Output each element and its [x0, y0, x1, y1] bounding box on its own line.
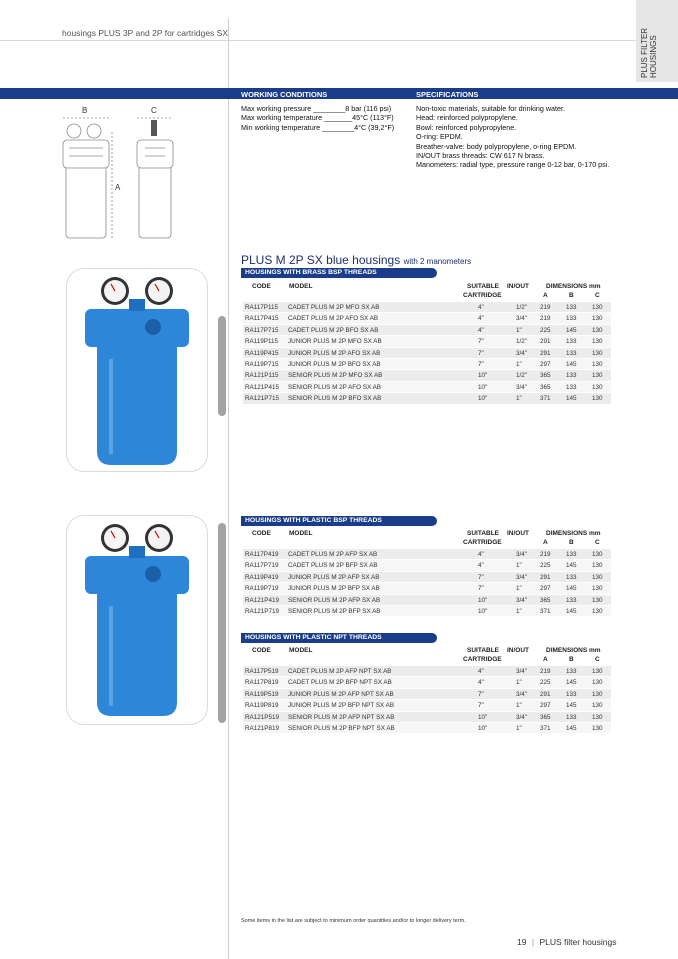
cell-dim-a: 365 [540, 596, 551, 604]
cell-model: JUNIOR PLUS M 2P AFP NPT SX AB [288, 690, 394, 698]
table-row [243, 348, 611, 359]
col-dimensions: DIMENSIONS mm [546, 530, 601, 537]
cell-dim-c: 130 [592, 690, 603, 698]
cell-dim-c: 130 [592, 562, 603, 570]
cell-code: RA121P415 [245, 383, 279, 391]
table-heading: HOUSINGS WITH PLASTIC NPT THREADS [241, 633, 437, 643]
table-row [243, 677, 611, 688]
cell-inout: 1" [516, 607, 522, 615]
cell-dim-b: 133 [566, 372, 577, 380]
blue-housing-image [67, 269, 209, 473]
header-divider [0, 40, 636, 41]
page-footer [517, 937, 616, 947]
cell-dim-b: 145 [566, 395, 577, 403]
cell-dim-c: 130 [592, 315, 603, 323]
cell-model: CADET PLUS M 2P BFO SX AB [288, 326, 379, 334]
cell-dim-b: 145 [566, 724, 577, 732]
column-divider [228, 18, 229, 959]
footnote: Some items in the list are subject to minimum order quantities and/or to longer delivery term. [241, 918, 466, 924]
cell-inout: 1" [516, 360, 522, 368]
cell-cartridge: 10" [478, 395, 488, 403]
table-row [243, 689, 611, 700]
product-table-plastic-npt [243, 666, 611, 734]
cell-dim-c: 130 [592, 607, 603, 615]
cell-dim-c: 130 [592, 668, 603, 675]
section-title [241, 253, 471, 267]
col-inout: IN/OUT [507, 530, 530, 537]
cell-model: SENIOR PLUS M 2P BFO SX AB [288, 395, 382, 403]
cell-dim-a: 371 [540, 607, 551, 615]
cell-model: SENIOR PLUS M 2P BFP SX AB [288, 607, 381, 615]
cell-inout: 1/2" [516, 372, 527, 380]
footer-title: PLUS filter housings [539, 937, 617, 947]
cell-inout: 3/4" [516, 690, 527, 698]
cell-dim-b: 133 [566, 349, 577, 357]
cell-dim-b: 133 [566, 668, 577, 675]
spec-item: O-ring: EPDM. [416, 132, 463, 142]
col-code: CODE [252, 530, 271, 537]
cell-model: SENIOR PLUS M 2P MFO SX AB [288, 372, 383, 380]
spec-item: IN/OUT brass threads: CW 617 N brass. [416, 151, 545, 161]
working-conditions-list [241, 104, 394, 132]
table-row [243, 370, 611, 381]
table-row [243, 549, 611, 560]
cell-inout: 1" [516, 724, 522, 732]
cell-dim-b: 145 [566, 562, 577, 570]
col-b: B [569, 539, 574, 546]
table-row [243, 382, 611, 393]
cell-code: RA121P819 [245, 724, 279, 732]
cell-dim-a: 219 [540, 315, 551, 323]
cell-cartridge: 7" [478, 349, 484, 357]
col-b: B [569, 656, 574, 663]
cell-dim-a: 225 [540, 562, 551, 570]
cell-code: RA117P819 [245, 679, 279, 687]
cell-dim-b: 133 [566, 338, 577, 346]
cell-dim-c: 130 [592, 713, 603, 721]
cell-cartridge: 7" [478, 338, 484, 346]
cell-dim-a: 365 [540, 372, 551, 380]
col-dimensions: DIMENSIONS mm [546, 647, 601, 654]
col-a: A [543, 656, 548, 663]
cell-dim-a: 365 [540, 383, 551, 391]
cell-code: RA121P519 [245, 713, 279, 721]
cell-dim-b: 145 [566, 607, 577, 615]
cell-cartridge: 4" [478, 668, 484, 675]
cell-dim-c: 130 [592, 326, 603, 334]
cell-model: SENIOR PLUS M 2P AFO SX AB [288, 383, 381, 391]
cell-dim-b: 133 [566, 573, 577, 581]
cell-dim-c: 130 [592, 702, 603, 710]
page-header-title: housings PLUS 3P and 2P for cartridges SX [62, 28, 229, 38]
cell-dim-a: 291 [540, 338, 551, 346]
cell-dim-b: 145 [566, 360, 577, 368]
cell-dim-a: 371 [540, 724, 551, 732]
cell-cartridge: 10" [478, 372, 488, 380]
cell-cartridge: 7" [478, 585, 484, 593]
cell-inout: 3/4" [516, 349, 527, 357]
cell-model: JUNIOR PLUS M 2P MFO SX AB [288, 338, 382, 346]
cell-code: RA117P115 [245, 304, 279, 311]
cell-cartridge: 10" [478, 724, 488, 732]
cell-inout: 3/4" [516, 315, 527, 323]
cell-dim-a: 219 [540, 551, 551, 558]
cell-dim-a: 219 [540, 668, 551, 675]
spec-item: Non-toxic materials, suitable for drinking water. [416, 104, 566, 113]
cell-dim-b: 133 [566, 596, 577, 604]
cell-dim-a: 291 [540, 349, 551, 357]
col-suitable: SUITABLE [467, 283, 500, 290]
cell-dim-a: 297 [540, 702, 551, 710]
cell-code: RA117P715 [245, 326, 279, 334]
section-title-main: PLUS M 2P SX blue housings [241, 253, 401, 267]
cell-code: RA119P415 [245, 349, 279, 357]
cell-dim-c: 130 [592, 360, 603, 368]
cell-dim-c: 130 [592, 304, 603, 311]
cell-code: RA117P519 [245, 668, 279, 675]
col-inout: IN/OUT [507, 283, 530, 290]
cell-dim-c: 130 [592, 338, 603, 346]
cell-model: JUNIOR PLUS M 2P AFP SX AB [288, 573, 380, 581]
cell-dim-a: 297 [540, 585, 551, 593]
cell-cartridge: 7" [478, 702, 484, 710]
cell-cartridge: 4" [478, 551, 484, 558]
cell-dim-c: 130 [592, 573, 603, 581]
col-code: CODE [252, 647, 271, 654]
cell-model: CADET PLUS M 2P BFP NPT SX AB [288, 679, 392, 687]
cell-dim-c: 130 [592, 383, 603, 391]
table-row [243, 393, 611, 404]
cell-model: SENIOR PLUS M 2P AFP NPT SX AB [288, 713, 395, 721]
table-row [243, 700, 611, 711]
cell-cartridge: 4" [478, 562, 484, 570]
table-row [243, 712, 611, 723]
col-cartridge: CARTRIDGE [463, 292, 502, 299]
cell-model: JUNIOR PLUS M 2P BFP SX AB [288, 585, 380, 593]
cell-code: RA121P419 [245, 596, 279, 604]
cell-cartridge: 10" [478, 607, 488, 615]
cell-dim-b: 133 [566, 315, 577, 323]
col-inout: IN/OUT [507, 647, 530, 654]
cell-inout: 1" [516, 326, 522, 334]
cell-model: CADET PLUS M 2P MFO SX AB [288, 304, 380, 311]
specifications-list [416, 104, 631, 170]
product-photo-card [66, 515, 208, 725]
col-code: CODE [252, 283, 271, 290]
cell-inout: 3/4" [516, 551, 527, 558]
cell-inout: 1/2" [516, 304, 527, 311]
cell-dim-a: 291 [540, 573, 551, 581]
col-b: B [569, 292, 574, 299]
cell-dim-b: 133 [566, 690, 577, 698]
cell-code: RA119P819 [245, 702, 279, 710]
cell-inout: 3/4" [516, 668, 527, 675]
col-suitable: SUITABLE [467, 647, 500, 654]
cell-model: CADET PLUS M 2P AFP SX AB [288, 551, 378, 558]
cell-code: RA119P519 [245, 690, 279, 698]
col-a: A [543, 539, 548, 546]
cell-dim-a: 291 [540, 690, 551, 698]
cell-code: RA119P715 [245, 360, 279, 368]
cell-model: JUNIOR PLUS M 2P BFP NPT SX AB [288, 702, 395, 710]
cell-dim-c: 130 [592, 585, 603, 593]
col-c: C [595, 656, 600, 663]
table-row [243, 336, 611, 347]
cell-dim-c: 130 [592, 395, 603, 403]
working-conditions-heading: WORKING CONDITIONS [241, 90, 328, 99]
page-number: 19 [517, 937, 527, 947]
table-row [243, 560, 611, 571]
cell-dim-c: 130 [592, 596, 603, 604]
page-scrollbar[interactable] [218, 523, 226, 723]
cell-code: RA117P719 [245, 562, 279, 570]
col-cartridge: CARTRIDGE [463, 539, 502, 546]
cell-model: SENIOR PLUS M 2P BFP NPT SX AB [288, 724, 395, 732]
col-c: C [595, 292, 600, 299]
cell-inout: 3/4" [516, 573, 527, 581]
cell-model: JUNIOR PLUS M 2P AFO SX AB [288, 349, 381, 357]
product-table-brass-bsp [243, 302, 611, 405]
cell-inout: 3/4" [516, 383, 527, 391]
cell-cartridge: 10" [478, 596, 488, 604]
col-model: MODEL [289, 283, 313, 290]
dim-label-c: C [151, 106, 157, 115]
cell-code: RA119P115 [245, 338, 279, 346]
cell-dim-b: 133 [566, 713, 577, 721]
cell-dim-c: 130 [592, 551, 603, 558]
cell-dim-c: 130 [592, 349, 603, 357]
cell-dim-a: 371 [540, 395, 551, 403]
spec-item: Manometers: radial type, pressure range 0-12 bar, 0-170 psi. [416, 160, 610, 170]
cell-model: CADET PLUS M 2P BFP SX AB [288, 562, 378, 570]
cell-code: RA117P419 [245, 551, 279, 558]
table-row [243, 583, 611, 594]
cell-dim-b: 145 [566, 326, 577, 334]
cell-code: RA119P719 [245, 585, 279, 593]
table-row [243, 595, 611, 606]
cell-cartridge: 4" [478, 304, 484, 311]
cell-cartridge: 4" [478, 326, 484, 334]
cell-inout: 1" [516, 679, 522, 687]
conditions-band [0, 88, 678, 99]
col-dimensions: DIMENSIONS mm [546, 283, 601, 290]
cell-inout: 1/2" [516, 338, 527, 346]
table-row [243, 606, 611, 617]
cell-model: CADET PLUS M 2P AFO SX AB [288, 315, 379, 323]
cell-dim-a: 365 [540, 713, 551, 721]
specifications-heading: SPECIFICATIONS [416, 90, 479, 99]
spec-item: Breather-valve: body polypropylene, o-ring EPDM. [416, 141, 577, 151]
col-model: MODEL [289, 647, 313, 654]
table-heading: HOUSINGS WITH PLASTIC BSP THREADS [241, 516, 437, 526]
cell-model: CADET PLUS M 2P AFP NPT SX AB [288, 668, 392, 675]
cell-inout: 1" [516, 562, 522, 570]
cell-inout: 1" [516, 702, 522, 710]
product-photo-card [66, 268, 208, 472]
cell-dim-a: 225 [540, 679, 551, 687]
cell-dim-c: 130 [592, 679, 603, 687]
table-row [243, 302, 611, 313]
dim-label-b: B [82, 106, 88, 115]
product-table-plastic-bsp [243, 549, 611, 617]
cell-dim-b: 145 [566, 679, 577, 687]
cell-cartridge: 4" [478, 315, 484, 323]
col-suitable: SUITABLE [467, 530, 500, 537]
cell-cartridge: 7" [478, 690, 484, 698]
cell-model: JUNIOR PLUS M 2P BFO SX AB [288, 360, 381, 368]
col-model: MODEL [289, 530, 313, 537]
table-row [243, 325, 611, 336]
cell-dim-b: 145 [566, 585, 577, 593]
cell-code: RA121P115 [245, 372, 279, 380]
table-row [243, 359, 611, 370]
cell-dim-b: 133 [566, 383, 577, 391]
spec-item: Head: reinforced polypropylene. [416, 113, 518, 123]
wc-item: Max working temperature _______45°C (113°F) [241, 113, 394, 123]
blue-housing-image [67, 516, 209, 726]
col-cartridge: CARTRIDGE [463, 656, 502, 663]
table-row [243, 313, 611, 324]
cell-dim-c: 130 [592, 724, 603, 732]
side-tab-label: PLUS FILTER HOUSINGS [640, 27, 658, 78]
cell-inout: 1" [516, 395, 522, 403]
col-a: A [543, 292, 548, 299]
cell-cartridge: 4" [478, 679, 484, 687]
cell-cartridge: 10" [478, 383, 488, 391]
cell-code: RA121P719 [245, 607, 279, 615]
table-heading: HOUSINGS WITH BRASS BSP THREADS [241, 268, 437, 278]
dim-label-a: A [115, 183, 121, 192]
cell-cartridge: 7" [478, 360, 484, 368]
cell-inout: 3/4" [516, 713, 527, 721]
cell-dim-a: 225 [540, 326, 551, 334]
cell-code: RA121P715 [245, 395, 279, 403]
cell-dim-a: 297 [540, 360, 551, 368]
cell-inout: 1" [516, 585, 522, 593]
cell-dim-b: 133 [566, 304, 577, 311]
cell-dim-b: 145 [566, 702, 577, 710]
page-scrollbar[interactable] [218, 316, 226, 416]
table-row [243, 666, 611, 677]
cell-dim-b: 133 [566, 551, 577, 558]
cell-cartridge: 10" [478, 713, 488, 721]
table-row [243, 572, 611, 583]
cell-model: SENIOR PLUS M 2P AFP SX AB [288, 596, 381, 604]
section-title-sub: with 2 manometers [403, 257, 472, 266]
wc-item: Min working temperature ________4°C (39,2°F) [241, 122, 395, 132]
footer-separator: | [531, 937, 535, 947]
col-c: C [595, 539, 600, 546]
cell-code: RA119P419 [245, 573, 279, 581]
cell-cartridge: 7" [478, 573, 484, 581]
spec-item: Bowl: reinforced polypropylene. [416, 122, 517, 132]
table-row [243, 723, 611, 734]
dimension-drawing [55, 112, 185, 242]
cell-code: RA117P415 [245, 315, 279, 323]
cell-dim-c: 130 [592, 372, 603, 380]
wc-item: Max working pressure ________8 bar (116 psi) [241, 104, 392, 113]
cell-inout: 3/4" [516, 596, 527, 604]
cell-dim-a: 219 [540, 304, 551, 311]
